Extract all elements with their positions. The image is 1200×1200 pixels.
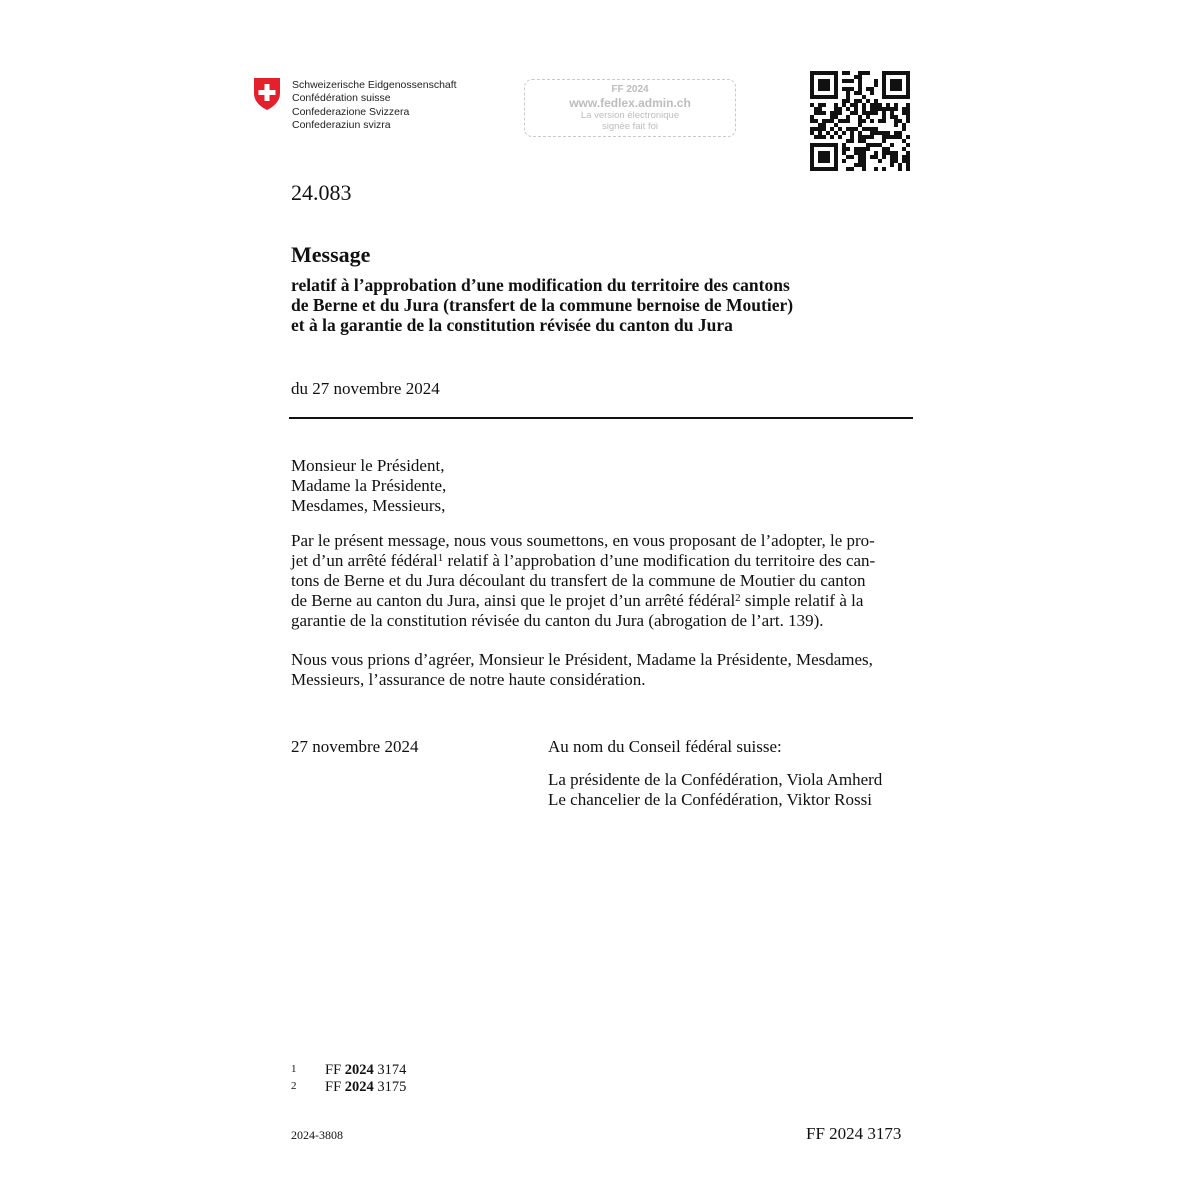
footnote (291, 1062, 406, 1079)
stamp-line-4: signée fait foi (602, 121, 658, 132)
footnote-ref[interactable]: 2 (735, 592, 741, 604)
salutation-line: Madame la Présidente, (291, 476, 447, 495)
text-span: de Berne au canton du Jura, ainsi que le projet d’un arrêté fédéral (291, 591, 736, 610)
salutation (291, 456, 446, 516)
stamp-line-1: FF 2024 (611, 84, 649, 95)
swiss-coat-of-arms-icon (253, 77, 281, 111)
footnote-number: 2 (291, 1080, 297, 1092)
paragraph-line: garantie de la constitution révisée du canton du Jura (abrogation de l’art. 139). (291, 611, 824, 630)
footnote-page: 3174 (377, 1062, 407, 1078)
stamp-line-3: La version électronique (580, 110, 680, 121)
footnote-page: 3175 (377, 1079, 407, 1095)
footnote-text (325, 1062, 406, 1079)
footnote-prefix: FF (325, 1062, 342, 1078)
subtitle-line: relatif à l’approbation d’une modification du territoire des cantons (291, 275, 790, 295)
gov-name-de: Schweizerische Eidgenossenschaft (292, 79, 457, 91)
footnotes (291, 1062, 406, 1096)
page-subtitle (291, 275, 911, 335)
salutation-line: Monsieur le Président, (291, 456, 445, 475)
footnote-year: 2024 (344, 1079, 374, 1095)
paragraph-line: Messieurs, l’assurance de notre haute considération. (291, 670, 646, 689)
subtitle-line: et à la garantie de la constitution révisée du canton du Jura (291, 315, 733, 335)
government-names (292, 79, 457, 132)
divider (289, 417, 913, 419)
footnote-text (325, 1079, 406, 1096)
paragraph-line: Nous vous prions d’agréer, Monsieur le Président, Madame la Présidente, Mesdames, (291, 650, 873, 669)
page-title: Message (291, 242, 371, 267)
electronic-version-stamp (524, 79, 736, 137)
signature-president: La présidente de la Confédération, Viola Amherd (548, 770, 883, 789)
salutation-line: Mesdames, Messieurs, (291, 496, 446, 515)
paragraph-closing (291, 650, 913, 690)
message-date: du 27 novembre 2024 (291, 379, 440, 398)
text-span: jet d’un arrêté fédéral (291, 551, 438, 570)
signature-intro: Au nom du Conseil fédéral suisse: (548, 737, 782, 756)
document-id: 2024-3808 (291, 1128, 343, 1142)
signature-chancellor: Le chancelier de la Confédération, Viktor Rossi (548, 790, 872, 809)
footnote-ref[interactable]: 1 (437, 552, 444, 564)
paragraph-line: tons de Berne et du Jura découlant du transfert de la commune de Moutier du canton (291, 571, 866, 590)
text-span: simple relatif à la (740, 591, 864, 610)
footnote-year: 2024 (344, 1062, 374, 1078)
gov-name-rm: Confederaziun svizra (292, 118, 391, 131)
gov-name-it: Confederazione Svizzera (292, 105, 410, 118)
footnote-prefix: FF (325, 1079, 342, 1095)
footnote-number: 1 (291, 1063, 297, 1075)
qr-code-icon (810, 71, 910, 171)
page-reference: FF 2024 3173 (806, 1124, 902, 1143)
paragraph-line: Par le présent message, nous vous soumettons, en vous proposant de l’adopter, le pro- (291, 531, 875, 550)
document-number: 24.083 (291, 180, 352, 205)
signature-block (548, 737, 882, 810)
paragraph-line (291, 591, 913, 611)
subtitle-line: de Berne et du Jura (transfert de la commune bernoise de Moutier) (291, 295, 794, 315)
gov-name-fr: Confédération suisse (292, 92, 391, 105)
paragraph-proposal (291, 531, 913, 631)
paragraph-line (291, 551, 913, 571)
stamp-line-2: www.fedlex.admin.ch (569, 96, 691, 110)
signature-date: 27 novembre 2024 (291, 737, 419, 756)
text-span: relatif à l’approbation d’une modification du territoire des can- (443, 551, 876, 570)
footnote (291, 1079, 406, 1096)
